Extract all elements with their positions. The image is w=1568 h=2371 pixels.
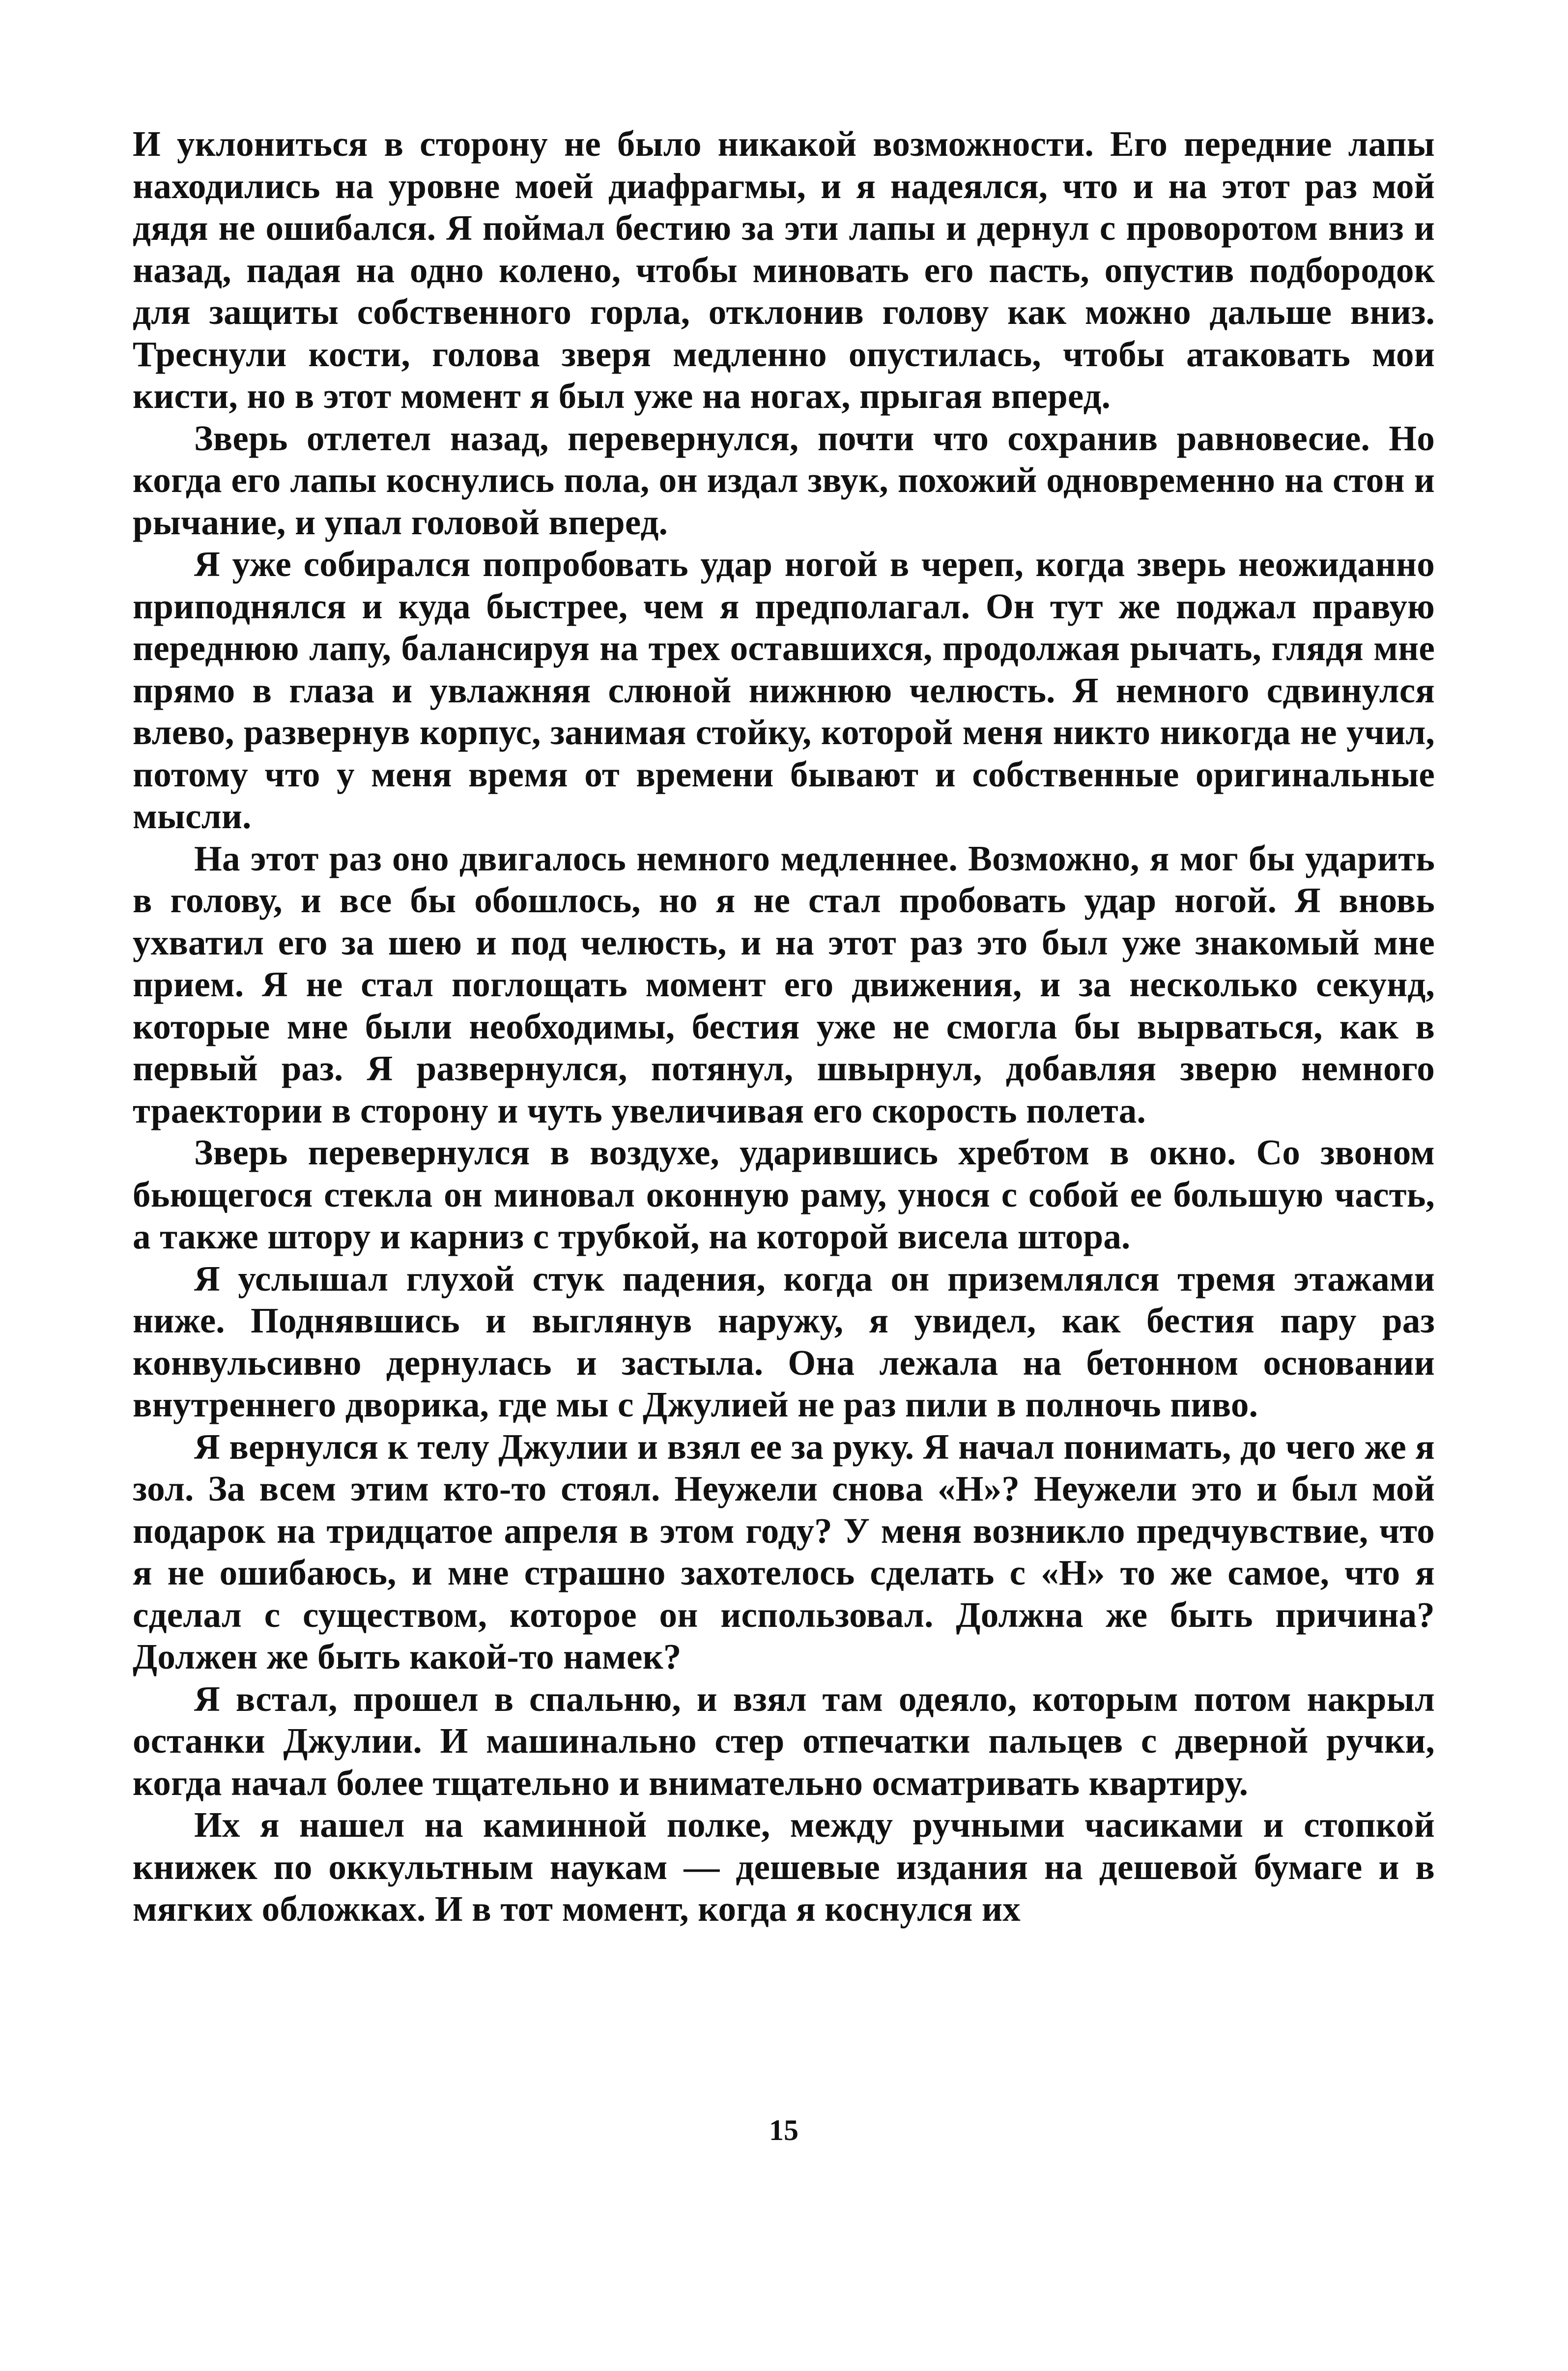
paragraph-8: Я встал, прошел в спальню, и взял там одеяло, которым потом накрыл останки Джулии. И машинально стер отпечатки пальцев с дверной ручки, когда начал более тщательно и внимательно осматривать квартиру. <box>133 1678 1435 1803</box>
paragraph-4: На этот раз оно двигалось немного медленнее. Возможно, я мог бы ударить в голову, и все бы обошлось, но я не стал пробовать удар ногой. Я вновь ухватил его за шею и под челюсть, и на этот раз это был уже знакомый мне прием. Я не стал поглощать момент его движения, и за несколько секунд, которые мне были необходимы, бестия уже не смогла бы вырваться, как в первый раз. Я развернулся, потянул, швырнул, добавляя зверю немного траектории в сторону и чуть увеличивая его скорость полета. <box>133 838 1435 1130</box>
paragraph-1: И уклониться в сторону не было никакой возможности. Его передние лапы находились на уровне моей диафрагмы, и я надеялся, что и на этот раз мой дядя не ошибался. Я поймал бестию за эти лапы и дернул с проворотом вниз и назад, падая на одно колено, чтобы миновать его пасть, опустив подбородок для защиты собственного горла, отклонив голову как можно дальше вниз. Треснули кости, голова зверя медленно опустилась, чтобы атаковать мои кисти, но в этот момент я был уже на ногах, прыгая вперед. <box>133 124 1435 416</box>
paragraph-3: Я уже собирался попробовать удар ногой в череп, когда зверь неожиданно приподнялся и куда быстрее, чем я предполагал. Он тут же поджал правую переднюю лапу, балансируя на трех оставшихся, продолжая рычать, глядя мне прямо в глаза и увлажняя слюной нижнюю челюсть. Я немного сдвинулся влево, развернув корпус, занимая стойку, которой меня никто никогда не учил, потому что у меня время от времени бывают и собственные оригинальные мысли. <box>133 544 1435 836</box>
paragraph-5: Зверь перевернулся в воздухе, ударившись хребтом в окно. Со звоном бьющегося стекла он миновал оконную раму, унося с собой ее большую часть, а также штору и карниз с трубкой, на которой висела штора. <box>133 1132 1435 1256</box>
paragraph-9: Их я нашел на каминной полке, между ручными часиками и стопкой книжек по оккультным наукам — дешевые издания на дешевой бумаге и в мягких обложках. И в тот момент, когда я коснулся их <box>133 1805 1435 1929</box>
paragraph-6: Я услышал глухой стук падения, когда он приземлялся тремя этажами ниже. Поднявшись и выглянув наружу, я увидел, как бестия пару раз конвульсивно дернулась и застыла. Она лежала на бетонном основании внутреннего дворика, где мы с Джулией не раз пили в полночь пиво. <box>133 1258 1435 1424</box>
page-number: 15 <box>769 2114 798 2146</box>
book-page <box>133 123 1435 2285</box>
paragraph-2: Зверь отлетел назад, перевернулся, почти что сохранив равновесие. Но когда его лапы коснулись пола, он издал звук, похожий одновременно на стон и рычание, и упал головой вперед. <box>133 418 1435 542</box>
paragraph-7: Я вернулся к телу Джулии и взял ее за руку. Я начал понимать, до чего же я зол. За всем этим кто-то стоял. Неужели снова «Н»? Неужели это и был мой подарок на тридцатое апреля в этом году? У меня возникло предчувствие, что я не ошибаюсь, и мне страшно захотелось сделать с «Н» то же самое, что я сделал с существом, которое он использовал. Должна же быть причина? Должен же быть какой-то намек? <box>133 1426 1435 1677</box>
text-body <box>133 123 1435 1930</box>
